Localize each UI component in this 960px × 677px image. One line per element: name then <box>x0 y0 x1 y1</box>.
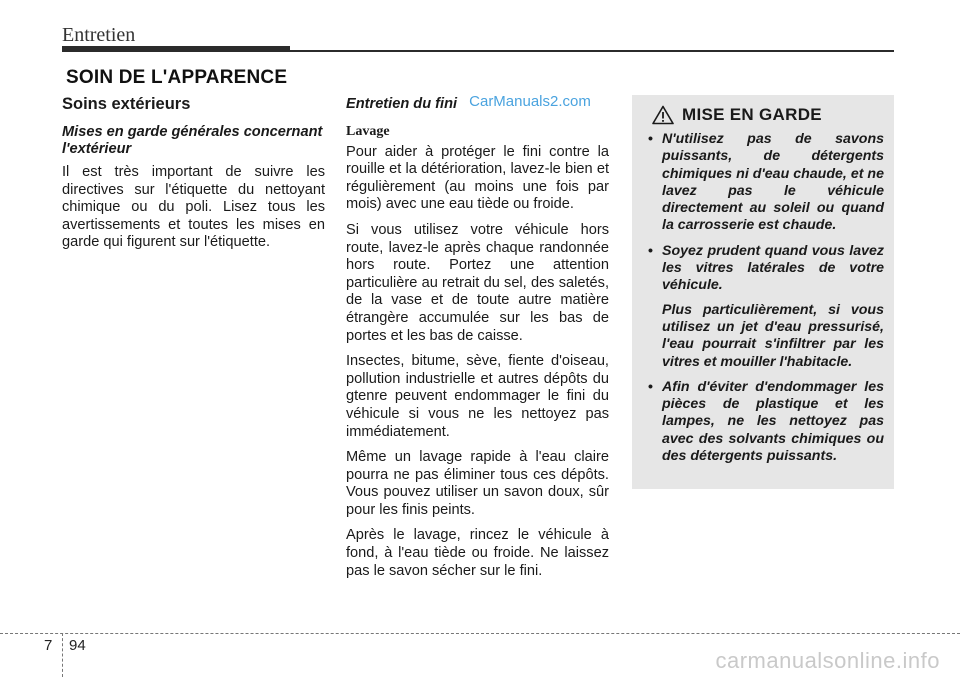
warning-item <box>642 131 884 235</box>
chapter-number: 7 <box>44 637 53 654</box>
warning-header <box>652 105 884 125</box>
warning-item <box>642 243 884 371</box>
warning-item <box>642 379 884 465</box>
warning-title: MISE EN GARDE <box>682 105 822 124</box>
section-title: SOIN DE L'APPARENCE <box>66 67 288 88</box>
carmanuals-watermark: CarManuals2.com <box>469 93 591 110</box>
footer-rule <box>0 633 960 634</box>
middle-paragraph: Si vous utilisez votre véhicule hors route, lavez-le après chaque randonnée hors route. Portez une attention particulière au retrait du sel, des saletés, de la vase et de toute autre matière étrangère accumulée sur les bas de portes et les bas de caisse. <box>346 221 609 344</box>
middle-paragraph: Insectes, bitume, sève, fiente d'oiseau, pollution industrielle et autres dépôts du gtenre peuvent endommager le fini du véhicule si vous ne les nettoyez pas immédiatement. <box>346 353 609 440</box>
warning-triangle-icon <box>652 105 674 125</box>
page-number: 94 <box>69 637 86 654</box>
header-rule-thin <box>290 50 894 52</box>
warning-item-text: N'utilisez pas de savons puissants, de détergents chimiques ni d'eau chaude, et ne lavez pas le véhicule directement au soleil ou quand la carrosserie est chaude. <box>662 131 884 234</box>
warning-item-text: Soyez prudent quand vous lavez les vitres latérales de votre véhicule. <box>662 242 884 294</box>
left-column <box>62 94 325 260</box>
left-heading: Soins extérieurs <box>62 95 191 113</box>
middle-paragraph: Même un lavage rapide à l'eau claire pourra ne pas éliminer tous ces dépôts. Vous pouvez utiliser un savon doux, sûr pour les finis peints. <box>346 449 609 518</box>
footer-divider <box>62 633 63 677</box>
header-rule-thick <box>62 46 290 52</box>
warning-box <box>632 95 894 489</box>
middle-subheading: Lavage <box>346 124 390 139</box>
chapter-title: Entretien <box>62 24 136 46</box>
middle-paragraph: Après le lavage, rincez le véhicule à fond, à l'eau tiède ou froide. Ne laissez pas le savon sécher sur le fini. <box>346 527 609 579</box>
left-subheading: Mises en garde générales concernant l'extérieur <box>62 124 323 157</box>
site-watermark: carmanualsonline.info <box>715 648 940 673</box>
middle-paragraph: Pour aider à protéger le fini contre la rouille et la détérioration, lavez-le bien et régulièrement (au moins une fois par mois) avec une eau tiède ou froide. <box>346 143 609 213</box>
warning-list <box>642 131 884 465</box>
left-paragraph: Il est très important de suivre les directives sur l'étiquette du nettoyant chimique ou du poli. Lisez tous les avertissements et toutes les mises en garde qui figurent sur l'étiquette. <box>62 164 325 251</box>
middle-column <box>346 94 609 588</box>
middle-heading: Entretien du fini <box>346 96 458 112</box>
warning-item-subtext: Plus particulièrement, si vous utilisez un jet d'eau pressurisé, l'eau pourrait s'infiltrer par les vitres et mouiller l'habitacle. <box>662 301 884 370</box>
warning-item-text: Afin d'éviter d'endommager les pièces de plastique et les lampes, ne les nettoyez pas avec des solvants chimiques ou des détergents puissants. <box>662 378 884 465</box>
